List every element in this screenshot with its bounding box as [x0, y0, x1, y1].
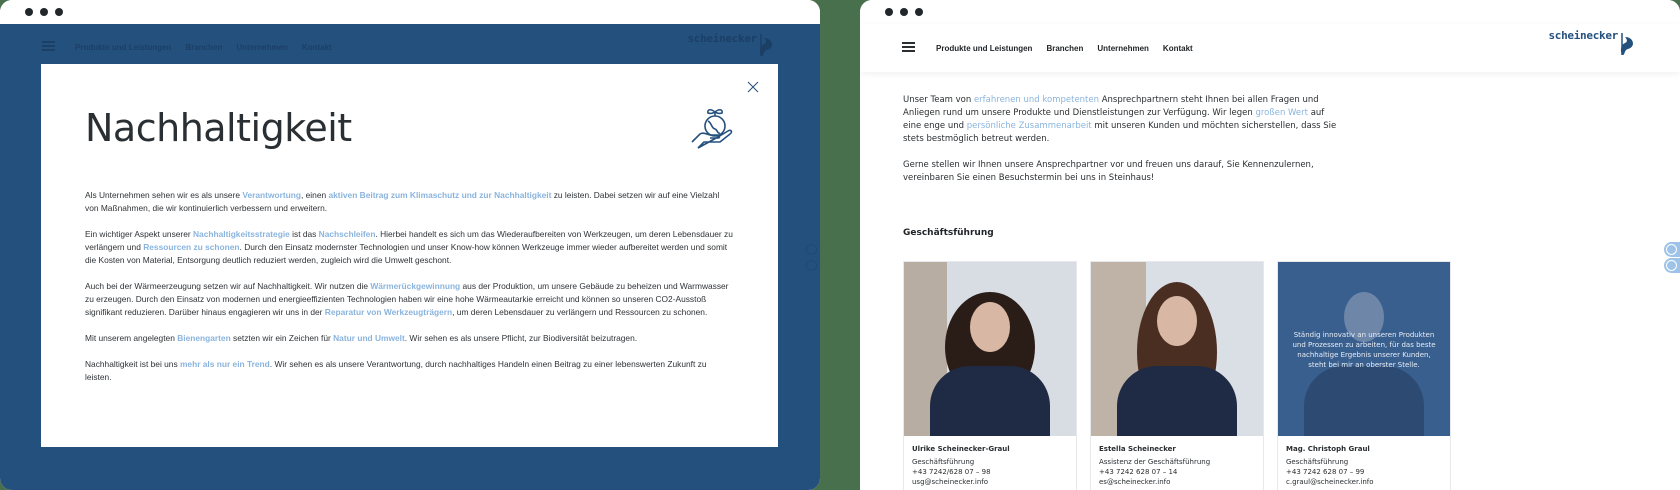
window-titlebar: [860, 0, 1680, 24]
paragraph: [85, 189, 735, 215]
mail-button[interactable]: [804, 258, 820, 273]
sustainability-modal: [41, 64, 778, 447]
highlight-link[interactable]: Bienengarten: [177, 333, 231, 343]
text-segment: Als Unternehmen sehen wir es als unsere: [85, 190, 243, 200]
intro-text: [903, 94, 1343, 198]
contact-name: Estella Scheinecker: [1099, 445, 1176, 453]
browser-window-right: [860, 0, 1680, 490]
highlight-link[interactable]: Verantwortung: [242, 190, 301, 200]
main-nav: [936, 44, 1193, 53]
highlight-link[interactable]: großen Wert: [1255, 108, 1308, 118]
paragraph: [85, 280, 735, 319]
logo-mark-icon: [757, 32, 775, 58]
contact-email[interactable]: usg@scheinecker.info: [912, 478, 989, 486]
page-title: Nachhaltigkeit: [85, 106, 352, 150]
text-segment: zu leisten. Dabei setzen wir auf eine Vielzahl von Maßnahmen, die wir kontinuierlich verbessern und erweitern.: [85, 190, 720, 213]
highlight-link[interactable]: mehr als nur ein Trend: [179, 359, 270, 369]
contact-person-icon: [1666, 244, 1677, 255]
text-segment: Ein wichtiger Aspekt unserer: [85, 229, 193, 239]
text-segment: . Wir sehen es als unsere Pflicht, zur Biodiversität beizutragen.: [404, 333, 638, 343]
logo-text: scheinecker: [1548, 29, 1618, 42]
nav-item-produkte[interactable]: Produkte und Leistungen: [75, 43, 172, 52]
window-dot-close[interactable]: [25, 8, 33, 16]
close-icon[interactable]: [746, 80, 760, 94]
nav-item-produkte[interactable]: Produkte und Leistungen: [936, 44, 1033, 53]
text-segment: , um deren Lebensdauer zu verlängern und Ressourcen zu schonen.: [452, 307, 708, 317]
card-info: [1278, 436, 1450, 490]
highlight-link[interactable]: Nachschleifen: [318, 229, 376, 239]
contact-role: Geschäftsführung: [912, 458, 975, 466]
contact-phone[interactable]: +43 7242 628 07 – 14: [1099, 468, 1178, 476]
nav-item-branchen[interactable]: Branchen: [185, 43, 223, 52]
site-header: [0, 24, 820, 64]
contact-name: Mag. Christoph Graul: [1286, 445, 1370, 453]
modal-overlay[interactable]: [0, 24, 820, 490]
contact-person-icon: [806, 244, 817, 255]
globe-in-hand-icon: [688, 104, 738, 154]
contact-person-button[interactable]: [1664, 242, 1680, 257]
brand-logo[interactable]: [1548, 29, 1636, 59]
brand-logo[interactable]: [687, 32, 775, 58]
contact-person-button[interactable]: [804, 242, 820, 257]
contact-role: Geschäftsführung: [1286, 458, 1349, 466]
text-segment: Unser Team von: [903, 95, 974, 105]
text-segment: Auch bei der Wärmeerzeugung setzen wir auf Nachhaltigkeit. Wir nutzen die: [85, 281, 371, 291]
mail-icon: [1666, 260, 1677, 271]
contact-card: [1090, 261, 1264, 490]
contact-cards: [903, 261, 1451, 490]
text-segment: . Hierbei handelt es sich um das Wiederaufbereiten von Werkzeugen, um deren Lebensdauer zu verlängern und: [85, 229, 733, 252]
contact-role: Assistenz der Geschäftsführung: [1099, 458, 1211, 466]
person-photo: [1091, 262, 1263, 436]
window-dot-maximize[interactable]: [915, 8, 923, 16]
window-dot-close[interactable]: [885, 8, 893, 16]
text-segment: mit unseren Kunden und möchten sicherstellen, dass Sie stets bestmöglich betreut werden.: [903, 121, 1337, 144]
contact-name: Ulrike Scheinecker-Graul: [912, 445, 1010, 453]
text-segment: Gerne stellen wir Ihnen unsere Ansprechpartner vor und freuen uns darauf, Sie Kennenzulernen, vereinbaren Sie einen Besuchstermin bei uns in Steinhaus!: [903, 160, 1314, 183]
contact-email[interactable]: c.graul@scheinecker.info: [1286, 478, 1374, 486]
main-nav: [75, 43, 332, 52]
text-segment: , einen: [300, 190, 329, 200]
text-segment: . Durch den Einsatz modernster Technologien und unser Know-how können Werkzeuge immer wieder aufbereitet werden und somit die Kosten von Material, Entsorgung deutlich reduziert werden, zugleich wird die Umwelt geschont.: [85, 242, 728, 265]
browser-window-left: [0, 0, 820, 490]
window-controls: [25, 8, 63, 16]
highlight-link[interactable]: Nachhaltigkeitsstrategie: [193, 229, 290, 239]
text-segment: setzten wir ein Zeichen für: [230, 333, 334, 343]
floating-side-buttons: [804, 242, 820, 274]
window-dot-maximize[interactable]: [55, 8, 63, 16]
text-segment: aus der Produktion, um unsere Gebäude zu beheizen und Warmwasser zu erzeugen. Durch den Einsatz von modernen und energieeffizienten Technologien haben wir eine hohe Wärmeautarkie erreicht und können so unseren CO2-Ausstoß signifikant reduzieren. Darüber hinaus engagieren wir uns in der: [85, 281, 729, 317]
card-info: [904, 436, 1076, 490]
hamburger-menu-icon[interactable]: [42, 41, 55, 51]
highlight-link[interactable]: aktiven Beitrag zum Klimaschutz und zur Nachhaltigkeit: [328, 190, 552, 200]
contact-card: [1277, 261, 1451, 490]
nav-item-unternehmen[interactable]: Unternehmen: [236, 43, 288, 52]
person-photo-hover[interactable]: [1278, 262, 1450, 436]
nav-item-kontakt[interactable]: Kontakt: [301, 43, 332, 52]
highlight-link[interactable]: Wärmerückgewinnung: [370, 281, 461, 291]
nav-item-branchen[interactable]: Branchen: [1046, 44, 1084, 53]
floating-side-buttons: [1664, 242, 1680, 274]
text-segment: auf eine enge und: [903, 108, 1325, 131]
modal-body-text: [85, 189, 735, 397]
mail-icon: [806, 260, 817, 271]
text-segment: Mit unserem angelegten: [85, 333, 178, 343]
nav-item-kontakt[interactable]: Kontakt: [1162, 44, 1193, 53]
window-controls: [885, 8, 923, 16]
paragraph: [903, 94, 1343, 146]
text-segment: Ansprechpartnern steht Ihnen bei allen Fragen und Anliegen rund um unsere Produkte und Dienstleistungen zur Verfügung. Wir legen: [903, 95, 1319, 118]
highlight-link[interactable]: Natur und Umwelt: [333, 333, 405, 343]
paragraph: [85, 228, 735, 267]
section-title: Geschäftsführung: [903, 228, 994, 238]
text-segment: . Wir sehen es als unsere Verantwortung, durch nachhaltiges Handeln einen Beitrag zu einer lebenswerten Zukunft zu leisten.: [85, 359, 707, 382]
window-dot-minimize[interactable]: [900, 8, 908, 16]
contact-card: [903, 261, 1077, 490]
mail-button[interactable]: [1664, 258, 1680, 273]
logo-text: scheinecker: [687, 32, 757, 45]
contact-phone[interactable]: +43 7242/628 07 – 98: [912, 468, 991, 476]
person-photo: [904, 262, 1076, 436]
text-segment: ist das: [289, 229, 319, 239]
hamburger-menu-icon[interactable]: [902, 42, 915, 52]
contact-quote: Ständig innovativ an unseren Produkten und Prozessen zu arbeiten, für das beste nachhaltige Ergebnis unserer Kunden, steht bei mir an oberster Stelle.: [1292, 331, 1436, 369]
site-header: [860, 24, 1680, 72]
logo-mark-icon: [1618, 29, 1636, 59]
contact-page: [860, 24, 1680, 490]
highlight-link[interactable]: Ressourcen zu schonen: [143, 242, 240, 252]
window-titlebar: [0, 0, 820, 24]
contact-phone[interactable]: +43 7242 628 07 – 99: [1286, 468, 1365, 476]
contact-email[interactable]: es@scheinecker.info: [1099, 478, 1171, 486]
card-info: [1091, 436, 1263, 490]
paragraph: [903, 159, 1343, 185]
highlight-link[interactable]: persönliche Zusammenarbeit: [966, 121, 1092, 131]
paragraph: [85, 358, 735, 384]
text-segment: Nachhaltigkeit ist bei uns: [85, 359, 180, 369]
nav-item-unternehmen[interactable]: Unternehmen: [1097, 44, 1149, 53]
paragraph: [85, 332, 735, 345]
highlight-link[interactable]: erfahrenen und kompetenten: [973, 95, 1100, 105]
highlight-link[interactable]: Reparatur von Werkzeugträgern: [324, 307, 453, 317]
window-dot-minimize[interactable]: [40, 8, 48, 16]
